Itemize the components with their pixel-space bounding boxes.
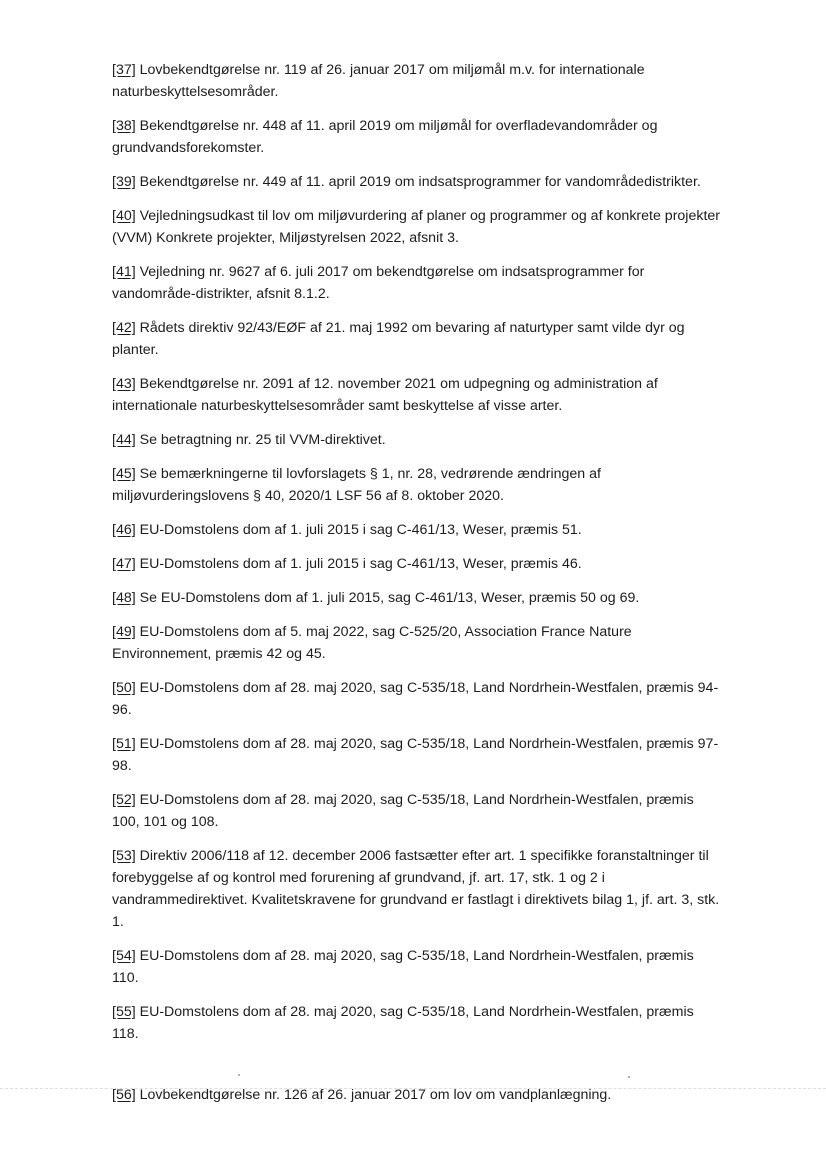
footnote-ref-link[interactable]: [50] <box>112 680 136 696</box>
footnote <box>112 945 724 989</box>
footnote-text: Se bemærkningerne til lovforslagets § 1, nr. 28, vedrørende ændringen af miljøvurderingslovens § 40, 2020/1 LSF 56 af 8. oktober 2020. <box>112 466 601 504</box>
footnote-ref-link[interactable]: [53] <box>112 848 136 864</box>
footnote-text: EU-Domstolens dom af 1. juli 2015 i sag C-461/13, Weser, præmis 46. <box>135 556 582 572</box>
footnote <box>112 463 724 507</box>
footnote <box>112 115 724 159</box>
footnote-text: EU-Domstolens dom af 28. maj 2020, sag C-535/18, Land Nordrhein-Westfalen, præmis 100, 101 og 108. <box>112 792 694 830</box>
footnote-ref-link[interactable]: [40] <box>112 208 136 224</box>
footnote-text: EU-Domstolens dom af 28. maj 2020, sag C-535/18, Land Nordrhein-Westfalen, præmis 110. <box>112 948 694 986</box>
footnote-ref-link[interactable]: [48] <box>112 590 136 606</box>
footnote-ref-link[interactable]: [52] <box>112 792 136 808</box>
footnote-text: Bekendtgørelse nr. 2091 af 12. november 2021 om udpegning og administration af internationale naturbeskyttelsesområder samt beskyttelse af visse arter. <box>112 376 658 414</box>
footnote <box>112 1001 724 1045</box>
footnote <box>112 205 724 249</box>
footnote-text: Bekendtgørelse nr. 449 af 11. april 2019 om indsatsprogrammer for vandområdedistrikter. <box>135 174 701 190</box>
footnote <box>112 171 724 193</box>
footnote <box>112 845 724 933</box>
footnote <box>112 677 724 721</box>
footnote-text: Rådets direktiv 92/43/EØF af 21. maj 1992 om bevaring af naturtyper samt vilde dyr og planter. <box>112 320 685 358</box>
footnote-text: Se EU-Domstolens dom af 1. juli 2015, sag C-461/13, Weser, præmis 50 og 69. <box>135 590 640 606</box>
footnote-ref-link[interactable]: [49] <box>112 624 136 640</box>
footnote-ref-link[interactable]: [47] <box>112 556 136 572</box>
footnote-text: EU-Domstolens dom af 5. maj 2022, sag C-525/20, Association France Nature Environnement, præmis 42 og 45. <box>112 624 632 662</box>
footnote <box>112 317 724 361</box>
footnote-text: Vejledning nr. 9627 af 6. juli 2017 om bekendtgørelse om indsatsprogrammer for vandområde-distrikter, afsnit 8.1.2. <box>112 264 645 302</box>
scan-speck <box>628 1076 630 1078</box>
footnotes-list <box>112 59 724 1057</box>
footnote-ref-link[interactable]: [39] <box>112 174 136 190</box>
footnote-text: EU-Domstolens dom af 28. maj 2020, sag C-535/18, Land Nordrhein-Westfalen, præmis 94-96. <box>112 680 719 718</box>
footnote-text: Lovbekendtgørelse nr. 119 af 26. januar 2017 om miljømål m.v. for internationale naturbeskyttelsesområder. <box>112 62 645 100</box>
footnote-text: Lovbekendtgørelse nr. 126 af 26. januar 2017 om lov om vandplanlægning. <box>135 1087 612 1103</box>
footnote-text: Vejledningsudkast til lov om miljøvurdering af planer og programmer og af konkrete projekter (VVM) Konkrete projekter, Miljøstyrelsen 2022, afsnit 3. <box>112 208 721 246</box>
footnote <box>112 553 724 575</box>
footnote-text: Bekendtgørelse nr. 448 af 11. april 2019 om miljømål for overfladevandområder og grundvandsforekomster. <box>112 118 658 156</box>
footnote-text: Se betragtning nr. 25 til VVM-direktivet. <box>135 432 386 448</box>
footnote <box>112 621 724 665</box>
footnote-ref-link[interactable]: [54] <box>112 948 136 964</box>
footnote-text: EU-Domstolens dom af 1. juli 2015 i sag C-461/13, Weser, præmis 51. <box>135 522 582 538</box>
footnote <box>112 261 724 305</box>
footnote-ref-link[interactable]: [41] <box>112 264 136 280</box>
scan-speck <box>238 1074 240 1076</box>
footnote-text: Direktiv 2006/118 af 12. december 2006 fastsætter efter art. 1 specifikke foranstaltninger til forebyggelse af og kontrol med forurening af grundvand, jf. art. 17, stk. 1 og 2 i vandrammedirektivet. Kvalitetskravene for grundvand er fastlagt i direktivets bilag 1, jf. art. 3, stk. 1. <box>112 848 720 930</box>
footnote-ref-link[interactable]: [45] <box>112 466 136 482</box>
footnote-ref-link[interactable]: [38] <box>112 118 136 134</box>
footnote <box>112 429 724 451</box>
footnote-ref-link[interactable]: [51] <box>112 736 136 752</box>
footnote-ref-link[interactable]: [43] <box>112 376 136 392</box>
footnote <box>112 373 724 417</box>
footnote <box>112 789 724 833</box>
footnote-text: EU-Domstolens dom af 28. maj 2020, sag C-535/18, Land Nordrhein-Westfalen, præmis 118. <box>112 1004 694 1042</box>
footnote <box>112 519 724 541</box>
footnote-ref-link[interactable]: [46] <box>112 522 136 538</box>
footnote-ref-link[interactable]: [37] <box>112 62 136 78</box>
footnote-ref-link[interactable]: [55] <box>112 1004 136 1020</box>
footnote-ref-link[interactable]: [42] <box>112 320 136 336</box>
footnote-ref-link[interactable]: [56] <box>112 1087 136 1103</box>
footnote-last <box>112 1084 724 1106</box>
footnote-ref-link[interactable]: [44] <box>112 432 136 448</box>
footnote <box>112 587 724 609</box>
footnote-text: EU-Domstolens dom af 28. maj 2020, sag C-535/18, Land Nordrhein-Westfalen, præmis 97-98. <box>112 736 719 774</box>
footnote <box>112 733 724 777</box>
footnote <box>112 59 724 103</box>
